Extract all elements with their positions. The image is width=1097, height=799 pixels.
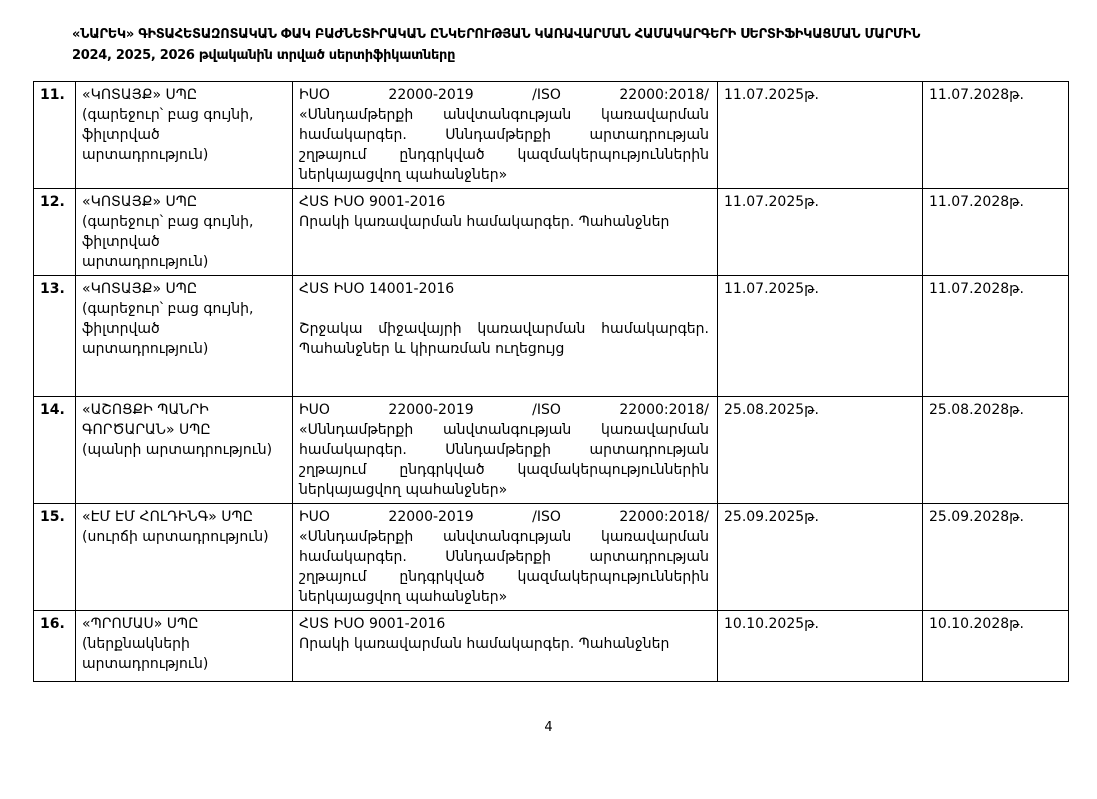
cell-issue-date: 11.07.2025թ. — [718, 82, 923, 189]
table-row — [34, 397, 1069, 504]
cell-expiry-date: 11.07.2028թ. — [923, 82, 1069, 189]
cell-expiry-date: 10.10.2028թ. — [923, 611, 1069, 682]
cell-company — [76, 397, 293, 504]
cell-number: 13. — [34, 276, 76, 397]
company-name-line: «ԱՇՈՑՔԻ ՊԱՆՐԻ — [82, 402, 209, 418]
standard-text: ՀՍՏ ԻՍՕ 14001-2016 — [299, 281, 455, 297]
cell-issue-date: 25.08.2025թ. — [718, 397, 923, 504]
cell-expiry-date: 25.08.2028թ. — [923, 397, 1069, 504]
table-row — [34, 82, 1069, 189]
standard-text: ՀՍՏ ԻՍՕ 9001-2016 — [299, 194, 446, 210]
company-name-line: արտադրություն) — [82, 656, 209, 672]
cell-issue-date: 11.07.2025թ. — [718, 189, 923, 276]
company-name-line: ֆիլտրված — [82, 321, 160, 337]
cell-issue-date: 10.10.2025թ. — [718, 611, 923, 682]
standard-text: «Սննդամթերքի անվտանգության կառավարման համակարգեր. Սննդամթերքի արտադրության շղթայում ընդգրկված կազմակերպություններին ներկայացվող պահանջներ» — [299, 529, 709, 605]
cell-company — [76, 276, 293, 397]
cell-expiry-date: 25.09.2028թ. — [923, 504, 1069, 611]
cell-standard — [293, 82, 718, 189]
cell-standard — [293, 504, 718, 611]
cell-standard — [293, 611, 718, 682]
company-name-line: (ներքնակների — [82, 636, 190, 652]
standard-text: Որակի կառավարման համակարգեր. Պահանջներ — [299, 214, 670, 230]
standard-text: ԻՍՕ 22000-2019 /ISO 22000:2018/ — [299, 87, 709, 103]
company-name-line: ֆիլտրված — [82, 234, 160, 250]
cell-expiry-date: 11.07.2028թ. — [923, 189, 1069, 276]
document-title — [72, 24, 1077, 66]
cell-company — [76, 504, 293, 611]
standard-text: Որակի կառավարման համակարգեր. Պահանջներ — [299, 636, 670, 652]
company-name-line: «ԿՈՏԱՅՔ» ՍՊԸ — [82, 87, 198, 103]
table-row — [34, 504, 1069, 611]
company-name-line: «ՊՐՈՄԱՍ» ՍՊԸ — [82, 616, 199, 632]
standard-text: ԻՍՕ 22000-2019 /ISO 22000:2018/ — [299, 402, 709, 418]
standard-text: ՀՍՏ ԻՍՕ 9001-2016 — [299, 616, 446, 632]
cell-standard — [293, 397, 718, 504]
document-title-line1: «ՆԱՐԵԿ» ԳԻՏԱՀԵՏԱԶՈՏԱԿԱՆ ՓԱԿ ԲԱԺՆԵՏԻՐԱԿԱՆ ԸՆԿԵՐՈՒԹՅԱՆ ԿԱՌԱՎԱՐՄԱՆ ՀԱՄԱԿԱՐԳԵՐԻ ՍԵՐՏԻՖԻԿԱՑՄԱՆ ՄԱՐՄԻՆ — [72, 27, 921, 42]
company-name-line: (գարեջուր՝ բաց գույնի, — [82, 301, 254, 317]
cell-company — [76, 611, 293, 682]
cell-number: 14. — [34, 397, 76, 504]
company-name-line: (գարեջուր՝ բաց գույնի, — [82, 214, 254, 230]
company-name-line: արտադրություն) — [82, 147, 209, 163]
company-name-line: ԳՈՐԾԱՐԱՆ» ՍՊԸ — [82, 422, 211, 438]
cell-company — [76, 82, 293, 189]
document-page — [0, 24, 1097, 735]
company-name-line: արտադրություն) — [82, 254, 209, 270]
cell-number: 11. — [34, 82, 76, 189]
standard-text: ԻՍՕ 22000-2019 /ISO 22000:2018/ — [299, 509, 709, 525]
company-name-line: «ԷՄ ԷՄ ՀՈԼԴԻՆԳ» ՍՊԸ — [82, 509, 253, 525]
cell-issue-date: 11.07.2025թ. — [718, 276, 923, 397]
cell-expiry-date: 11.07.2028թ. — [923, 276, 1069, 397]
table-row — [34, 611, 1069, 682]
page-number: 4 — [544, 720, 553, 735]
table-row — [34, 189, 1069, 276]
company-name-line: (սուրճի արտադրություն) — [82, 529, 269, 545]
cell-number: 12. — [34, 189, 76, 276]
certificates-table — [33, 81, 1069, 682]
cell-standard — [293, 276, 718, 397]
certificates-table-body — [34, 82, 1069, 682]
standard-text: «Սննդամթերքի անվտանգության կառավարման համակարգեր. Սննդամթերքի արտադրության շղթայում ընդգրկված կազմակերպություններին ներկայացվող պահանջներ» — [299, 107, 709, 183]
standard-text: «Սննդամթերքի անվտանգության կառավարման համակարգեր. Սննդամթերքի արտադրության շղթայում ընդգրկված կազմակերպություններին ներկայացվող պահանջներ» — [299, 422, 709, 498]
company-name-line: ֆիլտրված — [82, 127, 160, 143]
company-name-line: «ԿՈՏԱՅՔ» ՍՊԸ — [82, 194, 198, 210]
cell-company — [76, 189, 293, 276]
cell-issue-date: 25.09.2025թ. — [718, 504, 923, 611]
cell-standard — [293, 189, 718, 276]
company-name-line: (պանրի արտադրություն) — [82, 442, 273, 458]
cell-number: 16. — [34, 611, 76, 682]
company-name-line: (գարեջուր՝ բաց գույնի, — [82, 107, 254, 123]
company-name-line: արտադրություն) — [82, 341, 209, 357]
standard-text: Շրջակա միջավայրի կառավարման համակարգեր. Պահանջներ և կիրառման ուղեցույց — [299, 321, 709, 357]
document-title-line2: 2024, 2025, 2026 թվականին տրված սերտիֆիկատները — [72, 48, 456, 63]
company-name-line: «ԿՈՏԱՅՔ» ՍՊԸ — [82, 281, 198, 297]
table-row — [34, 276, 1069, 397]
cell-number: 15. — [34, 504, 76, 611]
